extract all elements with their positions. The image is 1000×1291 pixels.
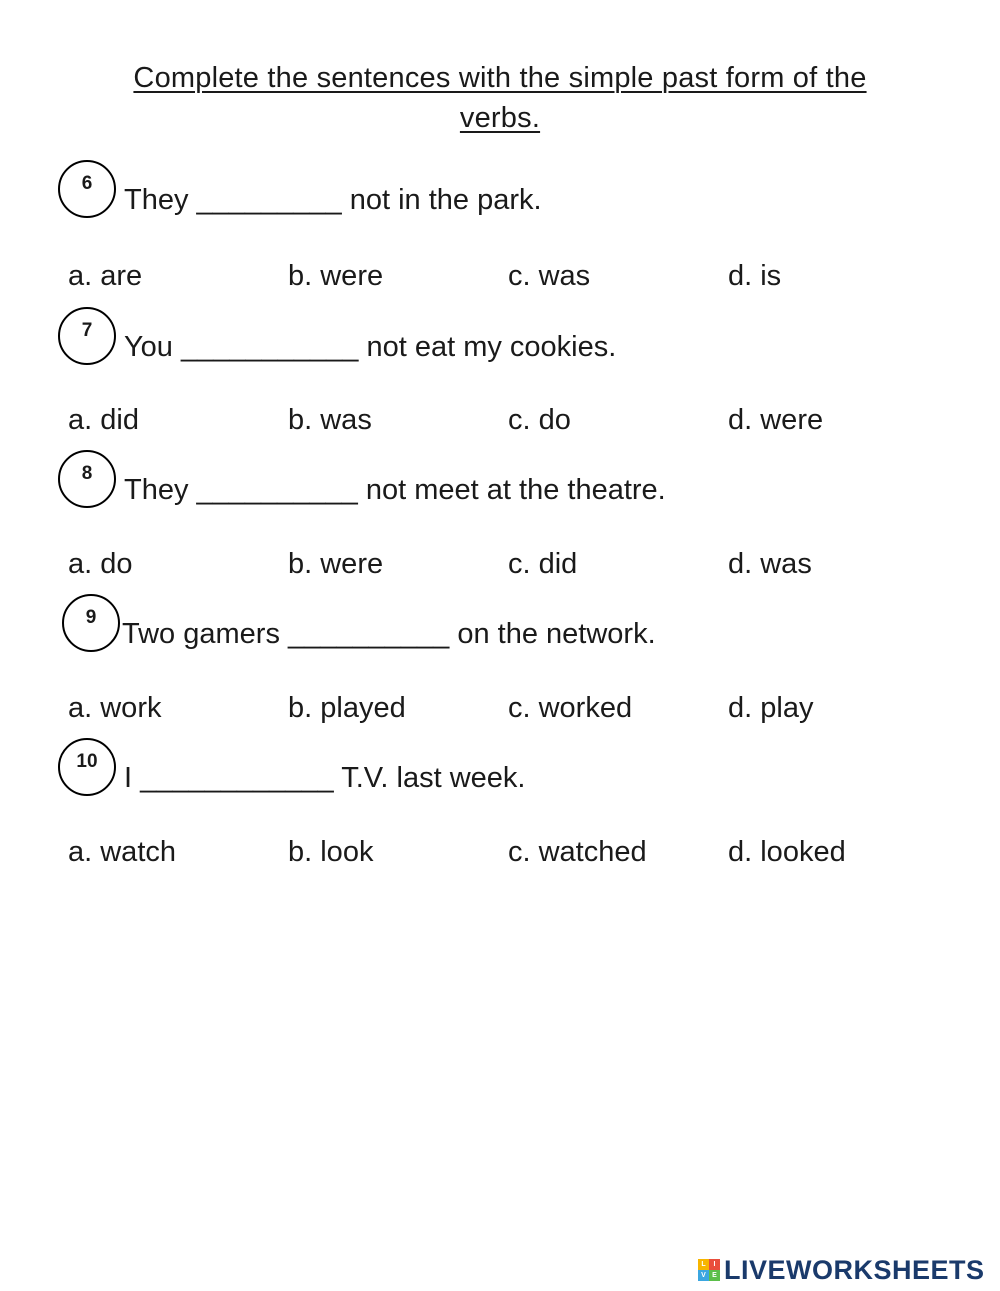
- question-10: [58, 738, 958, 828]
- brand-name: LIVEWORKSHEETS: [724, 1254, 985, 1285]
- mark-letter: I: [709, 1259, 720, 1270]
- question-9-options: [68, 690, 948, 730]
- question-6-options: [68, 258, 948, 298]
- option-b[interactable]: b. were: [288, 548, 384, 580]
- question-text: I ____________ T.V. last week.: [124, 762, 526, 794]
- option-a[interactable]: a. work: [68, 692, 162, 724]
- mark-letter: V: [698, 1270, 709, 1281]
- option-c[interactable]: c. worked: [508, 692, 633, 724]
- question-6: [58, 160, 958, 250]
- option-d[interactable]: d. looked: [728, 836, 846, 868]
- mark-letter: L: [698, 1259, 709, 1270]
- option-a[interactable]: a. did: [68, 404, 139, 436]
- option-c[interactable]: c. did: [508, 548, 578, 580]
- option-b[interactable]: b. was: [288, 404, 372, 436]
- mark-letter: E: [709, 1270, 720, 1281]
- question-7-options: [68, 402, 948, 442]
- question-number-badge: 10: [58, 738, 116, 796]
- option-c[interactable]: c. do: [508, 404, 571, 436]
- liveworksheets-mark-icon: [698, 1259, 720, 1281]
- option-d[interactable]: d. was: [728, 548, 812, 580]
- question-text: They _________ not in the park.: [124, 184, 542, 216]
- question-10-options: [68, 834, 948, 874]
- question-8: [58, 450, 958, 540]
- question-text: They __________ not meet at the theatre.: [124, 474, 666, 506]
- option-d[interactable]: d. play: [728, 692, 814, 724]
- question-number-badge: 6: [58, 160, 116, 218]
- option-a[interactable]: a. are: [68, 260, 143, 292]
- option-a[interactable]: a. watch: [68, 836, 176, 868]
- option-b[interactable]: b. were: [288, 260, 384, 292]
- option-b[interactable]: b. look: [288, 836, 374, 868]
- question-9: [62, 594, 962, 684]
- option-b[interactable]: b. played: [288, 692, 406, 724]
- question-text: You ___________ not eat my cookies.: [124, 331, 617, 363]
- question-7: [58, 307, 958, 397]
- option-d[interactable]: d. were: [728, 404, 824, 436]
- option-d[interactable]: d. is: [728, 260, 782, 292]
- liveworksheets-logo: [698, 1254, 985, 1286]
- question-number-badge: 8: [58, 450, 116, 508]
- option-c[interactable]: c. watched: [508, 836, 647, 868]
- question-number-badge: 9: [62, 594, 120, 652]
- question-number-badge: 7: [58, 307, 116, 365]
- question-8-options: [68, 546, 948, 586]
- question-text: Two gamers __________ on the network.: [122, 618, 656, 650]
- option-c[interactable]: c. was: [508, 260, 591, 292]
- option-a[interactable]: a. do: [68, 548, 133, 580]
- worksheet-title: Complete the sentences with the simple past form of the verbs.: [133, 62, 867, 134]
